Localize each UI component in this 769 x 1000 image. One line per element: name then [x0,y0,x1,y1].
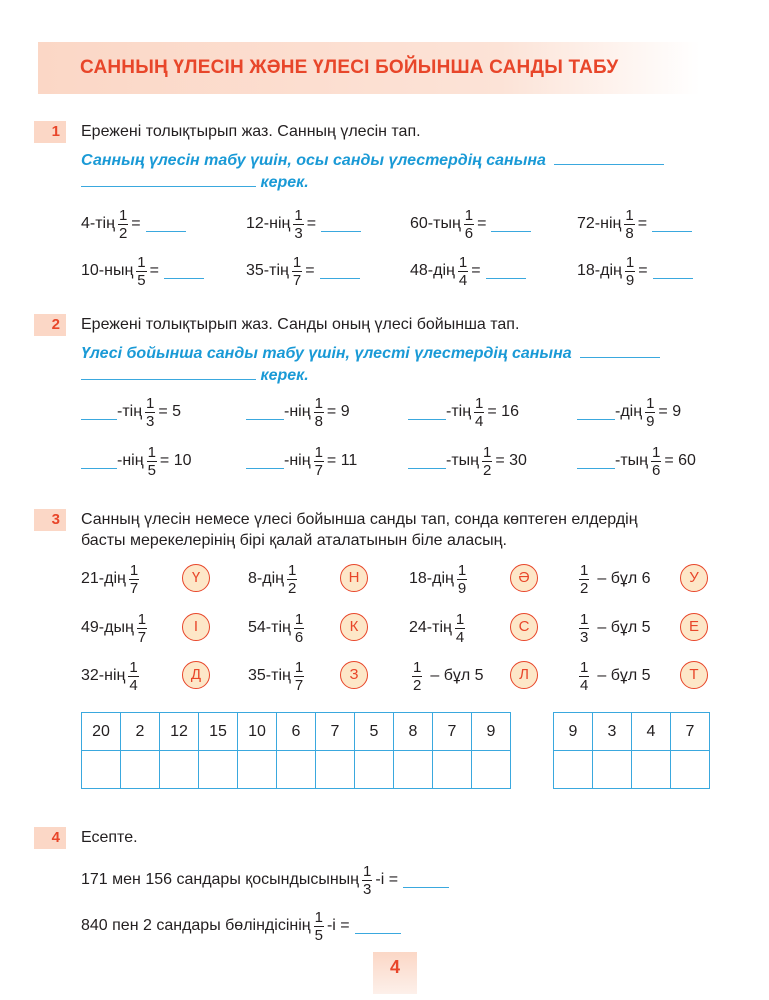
task-3-number: 3 [34,509,66,531]
task-2-rule-line2 [81,365,309,385]
task-3-item: $\frac{1}{4}$ – бұл 5 [580,658,651,694]
task-3-item: 18-дің $\frac{1}{9}$ [409,561,467,597]
letter-circle: Т [680,661,708,689]
task-2-item: -нің $\frac{1}{8}$ = 9 [246,392,350,432]
task-1-item: 12-нің $\frac{1}{3}$ = [246,204,361,244]
task-2-rule-end: керек. [260,367,309,384]
task-4-number: 4 [34,827,66,849]
task-2-item: -нің $\frac{1}{5}$ = 10 [81,441,192,481]
table-number-cell: 7 [671,713,710,751]
task-4-instruction: Есепте. [81,829,138,846]
task-1-rule-text: Санның үлесін табу үшін, осы санды үлестердің санына [81,152,546,169]
answer-blank[interactable] [403,873,449,888]
table-letter-cell[interactable] [238,751,277,789]
answer-table-2 [553,712,710,789]
task-2-rule-blank-1[interactable] [580,343,660,358]
task-2-rule-line1 [81,343,660,363]
task-2-item: -дің $\frac{1}{9}$ = 9 [577,392,681,432]
table-letter-cell[interactable] [355,751,394,789]
answer-blank[interactable] [491,217,531,232]
task-2-number: 2 [34,314,66,336]
table-number-cell: 7 [316,713,355,751]
table-number-cell: 5 [355,713,394,751]
table-number-cell: 20 [82,713,121,751]
table-letter-cell[interactable] [433,751,472,789]
answer-blank[interactable] [81,405,117,420]
answer-blank[interactable] [408,405,446,420]
answer-blank[interactable] [146,217,186,232]
task-1-rule-blank-2[interactable] [81,172,256,187]
task-1-rule-end: керек. [260,174,309,191]
task-1-item: 72-нің $\frac{1}{8}$ = [577,204,692,244]
task-1-item: 48-дің $\frac{1}{4}$ = [410,251,526,291]
answer-blank[interactable] [81,454,117,469]
answer-blank[interactable] [321,217,361,232]
task-2-item: -тың $\frac{1}{2}$ = 30 [408,441,527,481]
task-2-instruction: Ережені толықтырып жаз. Санды оның үлесі бойынша тап. [81,316,520,333]
task-3-item: $\frac{1}{2}$ – бұл 6 [580,561,651,597]
page-number: 4 [373,952,417,994]
answer-blank[interactable] [486,264,526,279]
letter-circle: І [182,613,210,641]
letter-circle: Ү [182,564,210,592]
table-number-cell: 9 [554,713,593,751]
letter-circle: С [510,613,538,641]
table-letter-cell[interactable] [121,751,160,789]
answer-blank[interactable] [577,405,615,420]
letter-circle: З [340,661,368,689]
task-4-line-2: 840 пен 2 сандары бөліндісінің $\frac{1}{5}$ -і = [81,906,401,946]
letter-circle: Е [680,613,708,641]
table-letter-cell[interactable] [671,751,710,789]
table-number-cell: 12 [160,713,199,751]
task-1-item: 35-тің $\frac{1}{7}$ = [246,251,360,291]
task-3-item: 24-тің $\frac{1}{4}$ [409,610,465,646]
table-number-cell: 4 [632,713,671,751]
answer-blank[interactable] [164,264,204,279]
page-title: САННЫҢ ҮЛЕСІН ЖӘНЕ ҮЛЕСІ БОЙЫНША САНДЫ ТАБУ [80,57,619,78]
answer-blank[interactable] [408,454,446,469]
table-letter-cell[interactable] [82,751,121,789]
answer-blank[interactable] [653,264,693,279]
answer-blank[interactable] [355,919,401,934]
table-letter-cell[interactable] [554,751,593,789]
task-3-item: $\frac{1}{2}$ – бұл 5 [413,658,484,694]
answer-blank[interactable] [577,454,615,469]
task-3-item: 21-дің $\frac{1}{7}$ [81,561,139,597]
task-1-rule-line2 [81,172,309,192]
table-number-cell: 7 [433,713,472,751]
table-number-cell: 6 [277,713,316,751]
letter-circle: Д [182,661,210,689]
task-4-line-1: 171 мен 156 сандары қосындысының $\frac{1}{3}$ -і = [81,860,449,900]
task-1-number: 1 [34,121,66,143]
answer-blank[interactable] [652,217,692,232]
table-number-cell: 2 [121,713,160,751]
task-2-item: -тің $\frac{1}{3}$ = 5 [81,392,181,432]
task-3-item: 49-дың $\frac{1}{7}$ [81,610,147,646]
task-1-item: 4-тің $\frac{1}{2}$ = [81,204,186,244]
task-2-rule-text: Үлесі бойынша санды табу үшін, үлесті үлестердің санына [81,345,572,362]
task-1-rule-line1 [81,150,664,170]
table-number-cell: 3 [593,713,632,751]
task-1-rule-blank-1[interactable] [554,150,664,165]
task-3-item: 54-тің $\frac{1}{6}$ [248,610,304,646]
answer-table-1 [81,712,511,789]
task-1-item: 18-дің $\frac{1}{9}$ = [577,251,693,291]
task-3-item: $\frac{1}{3}$ – бұл 5 [580,610,651,646]
letter-circle: Ә [510,564,538,592]
task-2-item: -тің $\frac{1}{4}$ = 16 [408,392,519,432]
table-number-cell: 9 [472,713,511,751]
table-letter-cell[interactable] [593,751,632,789]
table-letter-cell[interactable] [199,751,238,789]
task-2-item: -нің $\frac{1}{7}$ = 11 [246,441,357,481]
task-1-instruction: Ережені толықтырып жаз. Санның үлесін тап. [81,123,421,140]
task-3-item: 32-нің $\frac{1}{4}$ [81,658,138,694]
letter-circle: У [680,564,708,592]
letter-circle: Л [510,661,538,689]
table-letter-cell[interactable] [632,751,671,789]
table-letter-cell[interactable] [394,751,433,789]
table-letter-cell[interactable] [277,751,316,789]
task-1-item: 60-тың $\frac{1}{6}$ = [410,204,531,244]
table-number-cell: 10 [238,713,277,751]
task-1-item: 10-ның $\frac{1}{5}$ = [81,251,204,291]
task-2-item: -тың $\frac{1}{6}$ = 60 [577,441,696,481]
task-3-item: 35-тің $\frac{1}{7}$ [248,658,304,694]
letter-circle: К [340,613,368,641]
table-letter-cell[interactable] [472,751,511,789]
table-letter-cell[interactable] [316,751,355,789]
answer-blank[interactable] [246,454,284,469]
task-3-instruction-line2: басты мерекелерінің бірі қалай аталатынын біле аласың. [81,532,507,549]
answer-blank[interactable] [246,405,284,420]
table-number-cell: 8 [394,713,433,751]
task-3-item: 8-дің $\frac{1}{2}$ [248,561,297,597]
letter-circle: Н [340,564,368,592]
task-3-instruction-line1: Санның үлесін немесе үлесі бойынша санды тап, сонда көптеген елдердің [81,511,638,528]
table-letter-cell[interactable] [160,751,199,789]
table-number-cell: 15 [199,713,238,751]
answer-blank[interactable] [320,264,360,279]
task-2-rule-blank-2[interactable] [81,365,256,380]
